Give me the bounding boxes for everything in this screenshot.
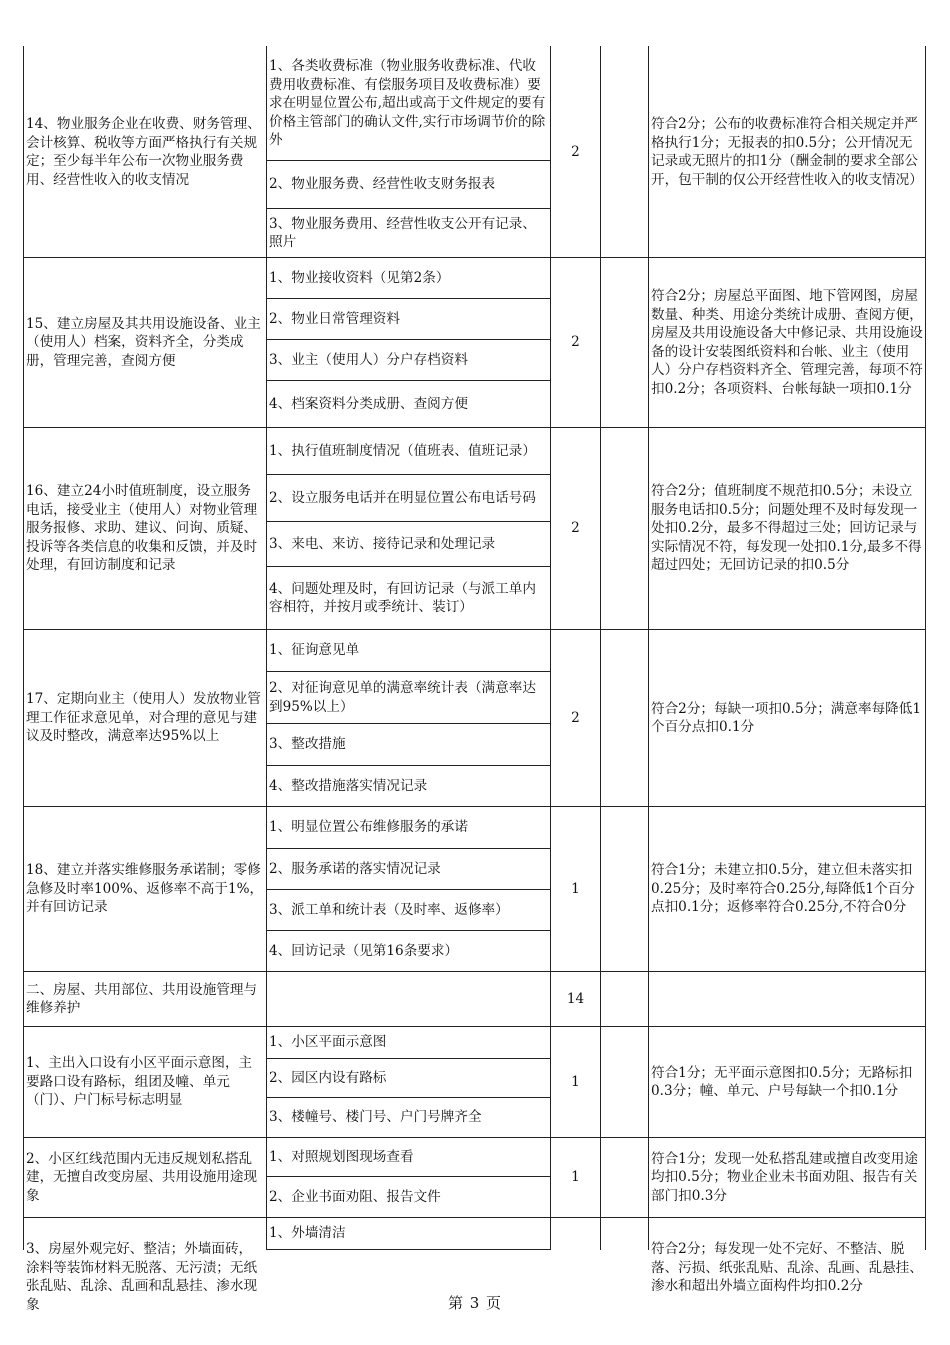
column-divider bbox=[600, 46, 601, 1250]
item-cell: 4、回访记录（见第16条要求） bbox=[269, 942, 459, 959]
item-cell: 2、物业服务费、经营性收支财务报表 bbox=[269, 176, 496, 193]
item-cell: 4、问题处理及时，有回访记录（与派工单内容相符，并按月或季统计、装订） bbox=[269, 580, 536, 615]
score-cell: 2 bbox=[571, 520, 580, 537]
item-cell: 2、对征询意见单的满意率统计表（满意率达到95%以上） bbox=[269, 680, 536, 715]
item-cell: 4、档案资料分类成册、查阅方便 bbox=[269, 395, 468, 412]
scoring-cell: 符合2分；房屋总平面图、地下管网图，房屋数量、种类、用途分类统计成册、查阅方便，房屋及共用设施设备大中修记录、共用设施设备的设计安装图纸资料和台帐、业主（使用人）分户存档资料齐全、管理完善，每项不符扣0.2分；各项资料、台帐每缺一项扣0.1分 bbox=[651, 288, 923, 397]
item-cell: 3、物业服务费用、经营性收支公开有记录、照片 bbox=[269, 215, 536, 250]
requirement-cell: 2、小区红线范围内无违反规划私搭乱建，无擅自改变房屋、共用设施用途现象 bbox=[26, 1150, 258, 1204]
section-total-score: 14 bbox=[566, 990, 585, 1007]
requirement-cell: 17、定期向业主（使用人）发放物业管理工作征求意见单，对合理的意见与建议及时整改，满意率达95%以上 bbox=[26, 691, 261, 745]
page-number: 第 3 页 bbox=[447, 1294, 503, 1312]
requirement-cell: 16、建立24小时值班制度，设立服务电话，接受业主（使用人）对物业管理服务报修、求助、建议、问询、质疑、投诉等各类信息的收集和反馈，并及时处理，有回访制度和记录 bbox=[26, 483, 258, 574]
requirement-cell: 15、建立房屋及其共用设施设备、业主（使用人）档案，资料齐全，分类成册，管理完善，查阅方便 bbox=[26, 315, 261, 369]
item-cell: 1、执行值班制度情况（值班表、值班记录） bbox=[269, 442, 536, 459]
item-cell: 3、派工单和统计表（及时率、返修率） bbox=[269, 901, 509, 918]
score-cell: 1 bbox=[571, 880, 580, 897]
scoring-cell: 符合1分；发现一处私搭乱建或擅自改变用途均扣0.5分；物业企业未书面劝阻、报告有关部门扣0.3分 bbox=[651, 1150, 918, 1204]
requirement-cell: 18、建立并落实维修服务承诺制；零修急修及时率100%、返修率不高于1%，并有回访记录 bbox=[26, 862, 264, 916]
item-separator bbox=[266, 1249, 551, 1250]
table-border-right bbox=[925, 46, 926, 1250]
item-cell: 1、各类收费标准（物业服务收费标准、代收费用收费标准、有偿服务项目及收费标准）要求在明显位置公布,超出或高于文件规定的要有价格主管部门的确认文件,实行市场调节价的除外 bbox=[269, 58, 546, 149]
item-cell: 1、小区平面示意图 bbox=[269, 1034, 387, 1051]
score-cell: 2 bbox=[571, 334, 580, 351]
item-cell: 2、企业书面劝阻、报告文件 bbox=[269, 1188, 441, 1205]
item-cell: 1、明显位置公布维修服务的承诺 bbox=[269, 819, 468, 836]
table-border-left bbox=[23, 46, 24, 1250]
column-divider bbox=[266, 46, 267, 1250]
item-cell: 2、设立服务电话并在明显位置公布电话号码 bbox=[269, 489, 536, 506]
item-cell: 2、服务承诺的落实情况记录 bbox=[269, 860, 441, 877]
scoring-cell: 符合2分；值班制度不规范扣0.5分；未设立服务电话扣0.5分；问题处理不及时每发现一处扣0.2分，最多不得超过三处；回访记录与实际情况不符，每发现一处扣0.1分,最多不得超过四处；无回访记录的扣0.5分 bbox=[651, 483, 922, 574]
item-cell: 3、业主（使用人）分户存档资料 bbox=[269, 351, 468, 368]
score-cell: 2 bbox=[571, 143, 580, 160]
requirement-cell: 1、主出入口设有小区平面示意图，主要路口设有路标，组团及幢、单元（门）、户门标号标志明显 bbox=[26, 1055, 253, 1109]
item-cell: 1、外墙清洁 bbox=[269, 1225, 346, 1242]
item-cell: 2、物业日常管理资料 bbox=[269, 310, 400, 327]
item-cell: 3、楼幢号、楼门号、户门号牌齐全 bbox=[269, 1109, 482, 1126]
score-cell: 2 bbox=[571, 709, 580, 726]
requirement-cell: 14、物业服务企业在收费、财务管理、会计核算、税收等方面严格执行有关规定；至少每半年公布一次物业服务费用、经营性收入的收支情况 bbox=[26, 116, 261, 188]
score-cell: 1 bbox=[571, 1169, 580, 1186]
score-cell: 1 bbox=[571, 1073, 580, 1090]
item-cell: 1、对照规划图现场查看 bbox=[269, 1148, 414, 1165]
requirement-cell: 3、房屋外观完好、整洁；外墙面砖，涂料等装饰材料无脱落、无污渍；无纸张乱贴、乱涂、乱画和乱悬挂、渗水现象 bbox=[26, 1241, 258, 1313]
scoring-cell: 符合1分；未建立扣0.5分，建立但未落实扣0.25分；及时率符合0.25分,每降低1个百分点扣0.1分；返修率符合0.25分,不符合0分 bbox=[651, 862, 915, 916]
item-cell: 1、物业接收资料（见第2条） bbox=[269, 269, 450, 286]
column-divider bbox=[648, 46, 649, 1250]
item-cell: 3、来电、来访、接待记录和处理记录 bbox=[269, 535, 496, 552]
item-cell: 1、征询意见单 bbox=[269, 642, 360, 659]
section-heading: 二、房屋、共用部位、共用设施管理与维修养护 bbox=[26, 981, 258, 1016]
item-cell: 2、园区内设有路标 bbox=[269, 1069, 387, 1086]
scoring-cell: 符合2分；每发现一处不完好、不整洁、脱落、污损、纸张乱贴、乱涂、乱画、乱悬挂、渗水和超出外墙立面构件均扣0.2分 bbox=[651, 1241, 923, 1294]
item-cell: 4、整改措施落实情况记录 bbox=[269, 777, 428, 794]
item-cell: 3、整改措施 bbox=[269, 736, 346, 753]
scoring-cell: 符合2分；公布的收费标准符合相关规定并严格执行1分；无报表的扣0.5分；公开情况无记录或无照片的扣1分（酬金制的要求全部公开，包干制的仅公开经营性收入的收支情况） bbox=[651, 116, 923, 188]
scoring-cell: 符合1分；无平面示意图扣0.5分；无路标扣0.3分；幢、单元、户号每缺一个扣0.1分 bbox=[651, 1064, 913, 1099]
scoring-cell: 符合2分；每缺一项扣0.5分；满意率每降低1个百分点扣0.1分 bbox=[651, 700, 922, 735]
